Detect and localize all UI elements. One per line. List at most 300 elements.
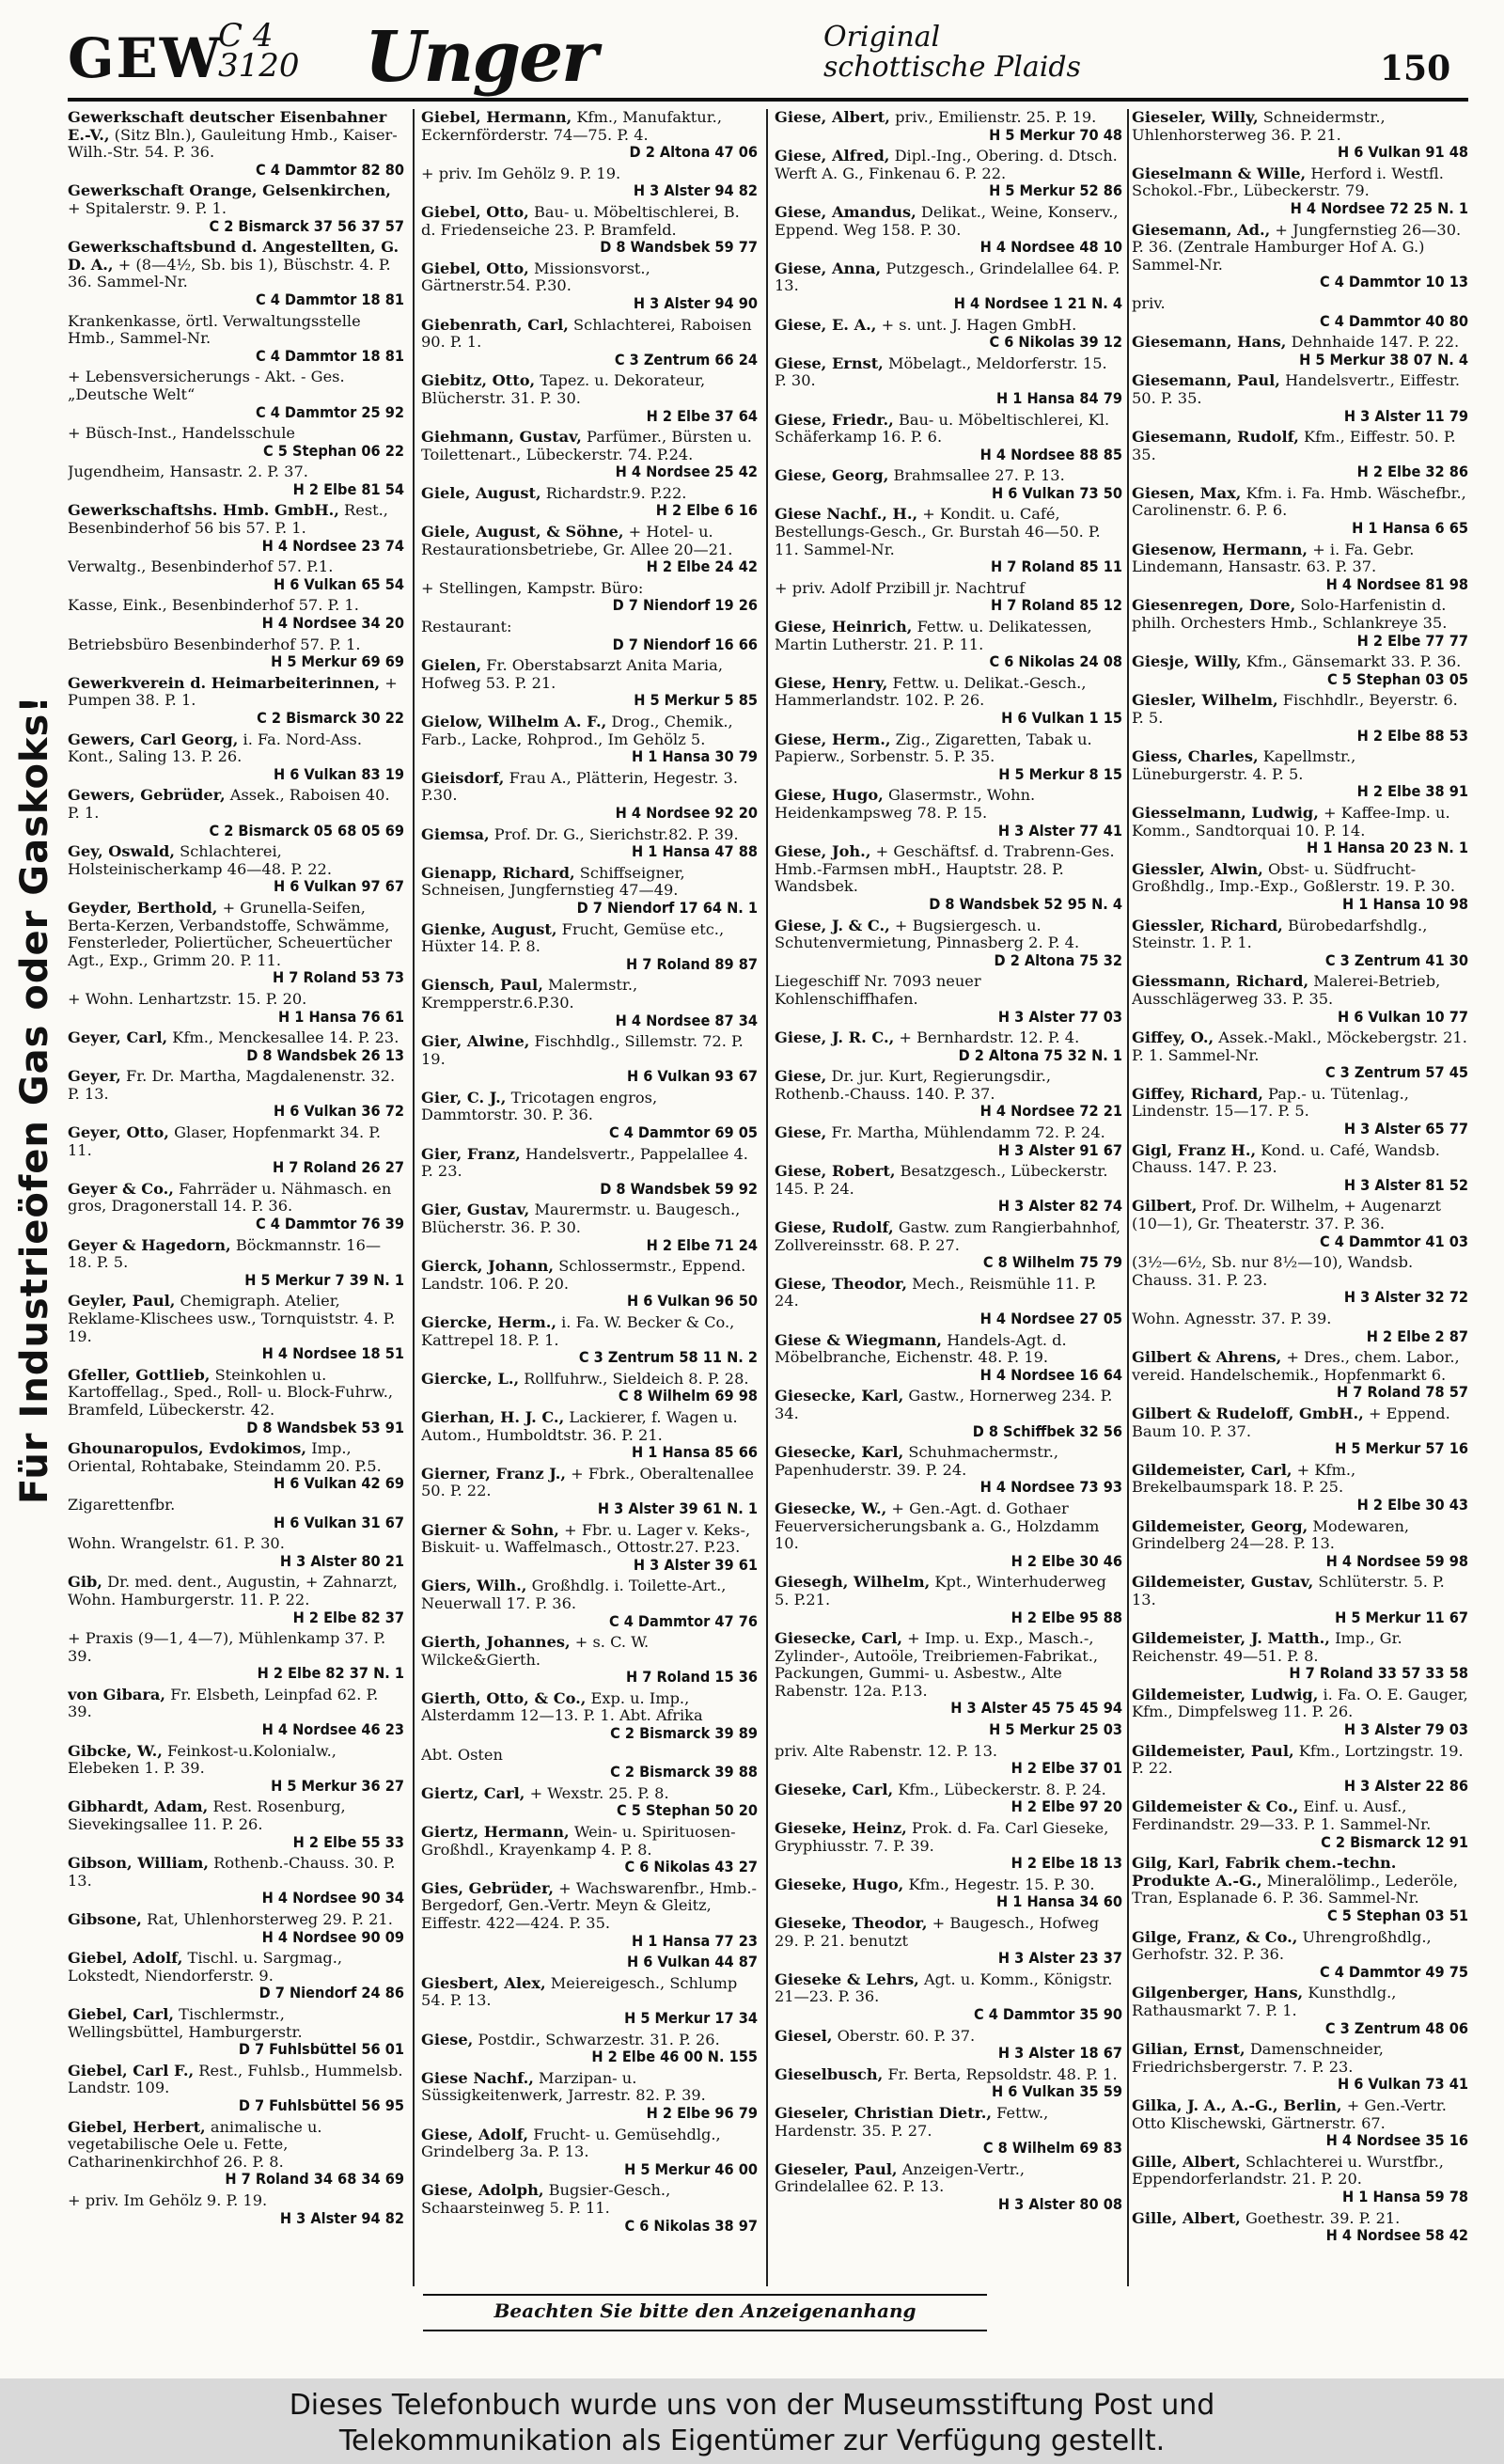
listing-entry (775, 731, 1122, 784)
listing-name: Giese Nachf., H., (775, 505, 918, 524)
listing-name: Giessler, Alwin, (1132, 859, 1263, 878)
listing-details: Kpt., Winterhuderweg 5. P.21. (775, 1573, 1106, 1609)
phone-number: H 6 Vulkan 96 50 (626, 1292, 758, 1310)
listing-details: Meiereigesch., Schlump 54. P. 13. (421, 1973, 738, 2010)
listing-details: + Fbr. u. Lager v. Keks-, Biskuit- u. Waffelmasch., Ottostr.27. P.23. (421, 1520, 751, 1557)
listing-details: Kfm., Lübeckerstr. 8. P. 24. (898, 1780, 1106, 1798)
listing-name: Gilbert, (1132, 1197, 1198, 1216)
phone-number: H 2 Elbe 71 24 (646, 1235, 758, 1254)
listing-entry (68, 787, 404, 840)
listing-name: Gierner, Franz J., (421, 1464, 566, 1483)
listing-entry (68, 1855, 404, 1907)
listing-entry (1132, 748, 1468, 801)
listing-details: Maurermstr. u. Baugesch., Blücherstr. 36. P. 30. (421, 1201, 741, 1237)
listing-details: i. Fa. W. Becker & Co., Kattrepel 18. P. 1. (421, 1313, 735, 1349)
listing-entry (421, 580, 758, 615)
listing-details: Prok. d. Fa. Carl Gieseke, Gryphiusstr. 7. P. 39. (775, 1819, 1109, 1855)
listing-entry (1132, 541, 1468, 594)
listing-entry (68, 1367, 404, 1436)
listing-name: Gieselbusch, (775, 2064, 884, 2083)
phone-number: H 7 Roland 15 36 (626, 1668, 758, 1687)
section-heading: GEW (68, 26, 223, 90)
listing-details: Bugsier-Gesch., Schaarsteinweg 5. P. 11. (421, 2181, 671, 2217)
listing-name: Giese, Alfred, (775, 147, 890, 165)
listing-details: + Gen.-Vertr. Otto Klischewski, Gärtnerstr. 67. (1132, 2095, 1447, 2132)
listing-name: Gilg, Karl, Fabrik chem.-techn. Produkte A.-G., (1132, 1854, 1397, 1890)
listing-entry (1132, 1798, 1468, 1851)
listing-details: Schlossermstr., Eppend. Landstr. 106. P. 20. (421, 1257, 746, 1293)
listing-details: + priv. Im Gehölz 9. P. 19. (68, 2190, 268, 2209)
listing-entry (775, 1029, 1122, 1064)
listing-details: Fr. Berta, Repsoldstr. 48. P. 1. (887, 2064, 1118, 2083)
listing-entry (421, 714, 758, 766)
listing-entry (775, 1388, 1122, 1440)
listing-name: Giesenow, Hermann, (1132, 540, 1308, 558)
listing-details: Rothenb.-Chauss. 30. P. 13. (68, 1854, 396, 1890)
listing-details: Handelsvertr., Pappelallee 4. P. 23. (421, 1144, 748, 1181)
listing-details: Schlachterei, Raboisen 90. P. 1. (421, 315, 752, 352)
listing-entry (421, 1258, 758, 1310)
listing-name: Gier, Franz, (421, 1144, 521, 1163)
listing-entry (1132, 485, 1468, 538)
listing-entry (68, 1798, 404, 1851)
listing-entry (68, 1181, 404, 1233)
listing-name: Giercke, Herm., (421, 1313, 556, 1331)
listing-entry (421, 1314, 758, 1367)
phone-number: H 4 Nordsee 27 05 (979, 1310, 1122, 1327)
listing-name: Geyer & Co., (68, 1179, 174, 1198)
phone-number: H 2 Elbe 95 88 (1010, 1608, 1122, 1626)
listing-name: Gewers, Gebrüder, (68, 786, 226, 805)
listing-entry (68, 675, 404, 728)
listing-details: + Kondit. u. Café, Bestellungs-Gesch., Gr. Burstah 46—50. P. 11. Sammel-Nr. (775, 505, 1101, 558)
listing-entry (775, 355, 1122, 408)
listing-entry (68, 2006, 404, 2059)
listing-details: + (8—4½, Sb. bis 1), Büschstr. 4. P. 36. Sammel-Nr. (68, 255, 391, 291)
listing-details: Bau- u. Möbeltischlerei, B. d. Friedenseiche 23. P. Bramfeld. (421, 202, 740, 239)
listing-name: Giese Nachf., (421, 2068, 534, 2087)
listing-details: Malerei-Betrieb, Ausschlägerweg 33. P. 35. (1132, 972, 1441, 1008)
listing-entry (1132, 1029, 1468, 1082)
listing-name: Gilka, J. A., A.-G., Berlin, (1132, 2095, 1342, 2114)
listing-entry (421, 865, 758, 918)
phone-number: H 2 Elbe 96 79 (646, 2103, 758, 2122)
listing-entry (1132, 1985, 1468, 2037)
phone-number: H 5 Merkur 57 16 (1335, 1439, 1468, 1458)
listing-entry (775, 1915, 1122, 1968)
listing-details: Putzgesch., Grindelallee 64. P. 13. (775, 259, 1120, 295)
listing-name: Gilbert & Rudeloff, GmbH., (1132, 1404, 1364, 1422)
listing-name: Giese, Joh., (775, 842, 871, 861)
listing-details: Jugendheim, Hansastr. 2. P. 37. (68, 463, 308, 481)
listing-details: Drog., Chemik., Farb., Lacke, Rohprod., Im Gehölz 5. (421, 713, 733, 748)
listing-details: Dipl.-Ing., Obering. d. Dtsch. Werft A. G., Finkenau 6. P. 22. (775, 147, 1118, 182)
phone-number: H 1 Hansa 6 65 (1352, 519, 1468, 538)
phone-number: H 1 Hansa 59 78 (1342, 2187, 1468, 2205)
phone-number: H 4 Nordsee 72 25 N. 1 (1290, 198, 1468, 217)
phone-number: D 7 Niendorf 19 26 (612, 596, 758, 615)
listing-name: Gieseke, Hugo, (775, 1875, 904, 1893)
listing-name: Gille, Albert, (1132, 2208, 1241, 2227)
listing-name: Gibsone, (68, 1910, 142, 1928)
listing-name: Gierth, Johannes, (421, 1633, 571, 1652)
listing-details: Glaser, Hopfenmarkt 34. P. 11. (68, 1123, 382, 1159)
listing-name: Gildemeister, Carl, (1132, 1460, 1292, 1479)
listing-entry (421, 1785, 758, 1820)
listing-entry (775, 1820, 1122, 1873)
listing-details: Fischhdlg., Sillemstr. 72. P. 19. (421, 1032, 744, 1068)
phone-number: H 7 Roland 89 87 (626, 954, 758, 973)
listing-entry (775, 580, 1122, 615)
listing-name: von Gibara, (68, 1685, 166, 1703)
listing-details: Wein- u. Spirituosen-Großhdl., Krayenkamp 4. P. 8. (421, 1823, 736, 1859)
listing-entry (1132, 2041, 1468, 2094)
listing-entry (1132, 2210, 1468, 2245)
phone-number: H 2 Elbe 18 13 (1010, 1854, 1122, 1873)
listing-name: Giese, (421, 2030, 474, 2048)
listing-details: Fettw. u. Delikat.-Gesch., Hammerlandstr. 102. P. 26. (775, 673, 1087, 710)
listing-entry (421, 485, 758, 520)
phone-number: H 2 Elbe 32 86 (1356, 463, 1468, 481)
listing-details: Krankenkasse, örtl. Verwaltungsstelle Hmb., Sammel-Nr. (68, 311, 361, 348)
listing-details: i. Fa. O. E. Gauger, Kfm., Dimpfelsweg 11. P. 26. (1132, 1685, 1468, 1721)
listing-details: Herford i. Westfl. Schokol.-Fbr., Lübeckerstr. 79. (1132, 164, 1444, 200)
phone-number: C 3 Zentrum 41 30 (1324, 950, 1468, 969)
phone-number: H 5 Merkur 7 39 N. 1 (244, 1270, 404, 1289)
phone-number: H 4 Nordsee 59 98 (1325, 1551, 1468, 1570)
phone-number: H 2 Elbe 37 01 (1010, 1759, 1122, 1778)
phone-number: D 8 Schiffbek 32 56 (972, 1421, 1122, 1440)
listing-name: Giebel, Carl F., (68, 2061, 195, 2079)
phone-number: H 6 Vulkan 31 67 (273, 1513, 404, 1531)
listing-entry (68, 463, 404, 498)
listing-entry (1132, 372, 1468, 425)
listing-details: Wohn. Wrangelstr. 61. P. 30. (68, 1534, 285, 1553)
listing-entry (775, 787, 1122, 840)
phone-number: C 4 Dammtor 47 76 (608, 1611, 758, 1630)
listing-name: Gildemeister, J. Matth., (1132, 1629, 1330, 1648)
phone-number: C 4 Dammtor 76 39 (255, 1215, 404, 1233)
phone-number: H 3 Alster 94 82 (633, 181, 758, 200)
listing-entry (421, 2032, 758, 2066)
listing-entry (1132, 973, 1468, 1026)
phone-number: H 5 Merkur 46 00 (624, 2159, 758, 2178)
listing-name: Giese, Albert, (775, 109, 890, 126)
listing-name: Giessler, Richard, (1132, 916, 1283, 934)
listing-name: Giesel, (775, 2026, 833, 2045)
listing-entry (1132, 1198, 1468, 1250)
listing-name: Giese, Ernst, (775, 353, 884, 372)
listing-entry (421, 2127, 758, 2179)
listing-entry (775, 918, 1122, 970)
side-advert: Für Industrieöfen Gas oder Gaskoks! (13, 695, 56, 1504)
listing-name: Gieisdorf, (421, 768, 505, 787)
phone-number: H 2 Elbe 38 91 (1356, 782, 1468, 801)
listing-entry (68, 182, 404, 235)
listing-entry (775, 260, 1122, 313)
listing-name: Giese, Rudolf, (775, 1218, 894, 1237)
phone-number: H 1 Hansa 84 79 (996, 388, 1122, 407)
listing-details: Frucht, Gemüse etc., Hüxter 14. P. 8. (421, 919, 725, 956)
listing-name: Gibson, William, (68, 1854, 209, 1873)
listing-name: Giese, Theodor, (775, 1274, 907, 1293)
listing-details: + s. C. W. Wilcke&Gierth. (421, 1633, 650, 1669)
listing-name: Giemsa, (421, 824, 490, 843)
listing-entry (68, 313, 404, 366)
phone-number: D 7 Niendorf 16 66 (612, 635, 758, 653)
phone-number: C 5 Stephan 50 20 (617, 1801, 758, 1820)
listing-entry (421, 657, 758, 710)
listing-entry (68, 2192, 404, 2227)
listing-entry (775, 1163, 1122, 1216)
listing-details: Kfm., Hegestr. 15. P. 30. (908, 1875, 1095, 1893)
listing-entry (421, 524, 758, 576)
phone-number: H 3 Alster 80 21 (279, 1551, 404, 1570)
listing-entry (1132, 1855, 1468, 1924)
listing-entry (775, 1876, 1122, 1911)
phone-number: H 3 Alster 65 77 (1343, 1120, 1468, 1138)
phone-number: H 5 Merkur 36 27 (271, 1776, 404, 1795)
listing-entry (421, 977, 758, 1029)
listing-entry (421, 1975, 758, 2028)
listing-entry (68, 1687, 404, 1739)
listing-details: Zig., Zigaretten, Tabak u. Papierw., Sorbenstr. 5. P. 35. (775, 730, 1092, 766)
listing-name: Giese & Wiegmann, (775, 1330, 943, 1349)
listing-details: Handelsvertr., Eiffestr. 50. P. 35. (1132, 371, 1461, 407)
listing-details: + Grunella-Seifen, Berta-Kerzen, Verbandstoffe, Schwämme, Fensterleder, Poliertücher, Scheuertücher Agt., Exp., Grimm 20. P. 11. (68, 898, 392, 969)
listing-entry (775, 317, 1122, 352)
listing-details: Mineralölimp., Lederöle, Tran, Esplanade 6. P. 36. Sammel-Nr. (1132, 1871, 1459, 1907)
listing-details: + Spitalerstr. 9. P. 1. (68, 198, 227, 217)
listing-entry (775, 1444, 1122, 1497)
listing-entry (68, 425, 404, 460)
phone-number: C 4 Dammtor 69 05 (608, 1123, 758, 1142)
listing-details: + Lebensversicherungs - Akt. - Ges. „Deutsche Welt“ (68, 368, 345, 403)
phone-number: H 4 Nordsee 92 20 (615, 803, 758, 822)
listing-details: + priv. Adolf Przibill jr. Nachtruf (775, 578, 1026, 597)
listing-name: Giesecke, Karl, (775, 1387, 904, 1405)
phone-number: C 8 Wilhelm 75 79 (982, 1253, 1122, 1272)
listing-entry (1132, 1086, 1468, 1138)
listing-entry (68, 597, 404, 632)
footer-rule (423, 2294, 987, 2296)
phone-number: H 3 Alster 81 52 (1343, 1175, 1468, 1194)
listing-name: Gieseke, Carl, (775, 1780, 894, 1798)
listing-entry (1132, 1687, 1468, 1739)
phone-number: H 5 Merkur 25 03 (989, 1720, 1122, 1739)
phone-number: H 3 Alster 82 74 (997, 1197, 1122, 1216)
listing-details: Rest., Besenbinderhof 56 bis 57. P. 1. (68, 501, 388, 538)
listing-entry (421, 1409, 758, 1462)
listing-entry (775, 2066, 1122, 2101)
listing-name: Gieselmann & Wille, (1132, 164, 1307, 182)
listing-name: Giesje, Willy, (1132, 652, 1242, 671)
listing-details: Schiffseigner, Schneisen, Jungfernstieg 47—49. (421, 863, 685, 900)
listing-entry (421, 1690, 758, 1743)
listing-name: Gfeller, Gottlieb, (68, 1365, 211, 1384)
phone-number: H 2 Elbe 2 87 (1366, 1326, 1468, 1345)
listing-name: Geyer, Carl, (68, 1028, 168, 1047)
listing-entry (775, 1743, 1122, 1778)
phone-number: H 5 Merkur 69 69 (271, 652, 404, 671)
listing-details: Einf. u. Ausf., Ferdinandstr. 29—33. P. 1. Sammel-Nr. (1132, 1797, 1432, 1834)
phone-number: H 4 Nordsee 1 21 N. 4 (953, 293, 1122, 312)
listing-name: Gier, Alwine, (421, 1032, 530, 1051)
listing-entry (68, 1743, 404, 1796)
phone-number: C 8 Wilhelm 69 98 (618, 1387, 758, 1405)
listing-name: Geyer & Hagedorn, (68, 1235, 231, 1254)
listing-entry (775, 1124, 1122, 1159)
listing-entry (421, 1201, 758, 1254)
listing-entry (1132, 2097, 1468, 2150)
listing-name: Gewerkschaft Orange, Gelsenkirchen, (68, 181, 391, 200)
listing-entry (421, 1466, 758, 1518)
listing-entry (421, 260, 758, 313)
phone-number: H 4 Nordsee 48 10 (979, 238, 1122, 257)
listing-name: Giers, Wilh., (421, 1577, 527, 1595)
phone-number: H 2 Elbe 24 42 (646, 557, 758, 576)
listing-details: Dr. jur. Kurt, Regierungsdir., Rothenb.-Chauss. 140. P. 37. (775, 1067, 1052, 1103)
listing-name: Gewers, Carl Georg, (68, 730, 239, 748)
listing-details: Fr. Dr. Martha, Magdalenenstr. 32. P. 13. (68, 1067, 396, 1103)
listing-entry (775, 1721, 1122, 1739)
column-4 (1132, 109, 1468, 2286)
phone-number: H 1 Hansa 34 60 (996, 1892, 1122, 1911)
phone-number: H 6 Vulkan 91 48 (1337, 143, 1468, 162)
listing-entry (775, 204, 1122, 257)
listing-name: Giese, Robert, (775, 1162, 896, 1181)
listing-name: Gewerkschaftshs. Hmb. GmbH., (68, 501, 339, 520)
phone-number: H 3 Alster 22 86 (1343, 1776, 1468, 1795)
listing-name: Giele, August, & Söhne, (421, 523, 624, 541)
listing-name: Gille, Albert, (1132, 2152, 1241, 2171)
listing-details: Prof. Dr. G., Sierichstr.82. P. 39. (494, 824, 739, 843)
listing-details: Schlachterei u. Wurstfbr., Eppendorferlandstr. 21. P. 20. (1132, 2152, 1444, 2189)
listing-entry (68, 900, 404, 987)
column-divider (1127, 109, 1129, 2286)
listing-name: Giesemann, Paul, (1132, 371, 1280, 390)
listing-entry (421, 1090, 758, 1142)
phone-number: H 1 Hansa 77 23 (632, 1931, 758, 1950)
listing-entry (421, 165, 758, 200)
listing-entry (1132, 429, 1468, 481)
listing-details: (3½—6½, Sb. nur 8½—10), Wandsb. Chauss. 31. P. 23. (1132, 1253, 1414, 1289)
phone-number: C 6 Nikolas 24 08 (989, 652, 1122, 671)
phone-number: H 6 Vulkan 73 50 (991, 483, 1122, 502)
listing-details: Delikat., Weine, Konserv., Eppend. Weg 158. P. 30. (775, 202, 1119, 239)
listing-entry (68, 2119, 404, 2189)
listing-name: Gier, Gustav, (421, 1201, 530, 1219)
listing-name: Geyer, (68, 1067, 121, 1086)
phone-number: C 4 Dammtor 49 75 (1319, 1962, 1468, 1981)
column-divider (766, 109, 768, 2286)
listing-name: Giese, Amandus, (775, 202, 916, 221)
listing-entry (775, 467, 1122, 502)
phone-number: H 2 Elbe 97 20 (1010, 1797, 1122, 1816)
listing-name: Giese, Herm., (775, 730, 891, 748)
listing-details: Rest., Fuhlsb., Hummelsb. Landstr. 109. (68, 2061, 403, 2097)
listing-name: Gibhardt, Adam, (68, 1797, 209, 1816)
listing-entry (775, 1068, 1122, 1121)
listing-entry (68, 1574, 404, 1626)
listing-details: i. Fa. Nord-Ass. Kont., Saling 13. P. 26. (68, 730, 362, 766)
listing-details: Fettw., Hardenstr. 35. P. 27. (775, 2103, 1049, 2140)
listing-name: Giese, Heinrich, (775, 618, 913, 636)
listing-entry (775, 412, 1122, 464)
phone-number: C 5 Stephan 03 51 (1327, 1907, 1468, 1924)
listing-name: Gierner & Sohn, (421, 1520, 559, 1539)
phone-number: H 6 Vulkan 73 41 (1337, 2075, 1468, 2094)
phone-number: H 3 Alster 94 90 (633, 293, 758, 312)
listing-name: Gieseler, Paul, (775, 2159, 898, 2178)
listing-details: + Dres., chem. Labor., vereid. Handelschemik., Hopfenmarkt 6. (1132, 1348, 1460, 1384)
listing-details: Frucht- u. Gemüsehdlg., Grindelberg 3a. P. 13. (421, 2125, 721, 2161)
brand-subtitle: Original schottische Plaids (823, 21, 1081, 84)
listing-details: + Pumpen 38. P. 1. (68, 673, 398, 710)
phone-number: H 4 Nordsee 58 42 (1325, 2226, 1468, 2245)
listing-name: Giehmann, Gustav, (421, 428, 582, 447)
listing-name: Giebel, Hermann, (421, 109, 572, 126)
listing-details: Dehnhaide 147. P. 22. (1291, 333, 1460, 352)
listing-details: Steinkohlen u. Kartoffellag., Sped., Roll- u. Block-Fuhrw., Bramfeld, Lübeckerstr. 42. (68, 1365, 393, 1419)
page-number: 150 (1380, 49, 1451, 88)
listing-name: Giesbert, Alex, (421, 1973, 546, 1992)
listing-entry (775, 1219, 1122, 1272)
listing-name: Giesemann, Rudolf, (1132, 428, 1299, 447)
listing-name: Giffey, Richard, (1132, 1084, 1263, 1103)
listing-name: Giesen, Max, (1132, 483, 1242, 502)
listing-entry (68, 843, 404, 896)
listing-details: Dr. med. dent., Augustin, + Zahnarzt, Wohn. Hamburgerstr. 11. P. 22. (68, 1573, 398, 1609)
listing-details: (Sitz Bln.), Gauleitung Hmb., Kaiser-Wilh.-Str. 54. P. 36. (68, 125, 398, 162)
listing-details: Abt. Osten (421, 1745, 503, 1764)
listing-name: Giertz, Carl, (421, 1783, 525, 1802)
phone-number: H 2 Elbe 82 37 (292, 1608, 404, 1626)
phone-number: D 8 Wandsbek 59 77 (600, 238, 758, 257)
listing-entry (421, 1747, 758, 1781)
phone-number: D 8 Wandsbek 53 91 (246, 1418, 404, 1436)
listing-name: Gienapp, Richard, (421, 863, 575, 882)
listing-name: Gienke, August, (421, 919, 557, 938)
listing-details: priv. Alte Rabenstr. 12. P. 13. (775, 1741, 998, 1760)
header-reference: C 4 3120 (218, 17, 300, 85)
phone-number: H 4 Nordsee 25 42 (615, 463, 758, 481)
phone-number: H 3 Alster 94 82 (279, 2208, 404, 2227)
listing-details: + Stellingen, Kampstr. Büro: (421, 578, 644, 597)
phone-number: C 6 Nikolas 43 27 (624, 1858, 758, 1876)
phone-number: H 5 Merkur 5 85 (634, 691, 758, 710)
listing-entry (68, 1630, 404, 1683)
listing-entry (421, 429, 758, 481)
listing-name: Giebitz, Otto, (421, 371, 536, 390)
listing-entry (68, 1950, 404, 2002)
phone-number: H 1 Hansa 76 61 (278, 1007, 404, 1026)
listing-details: + Fbrk., Oberaltenallee 50. P. 22. (421, 1464, 754, 1500)
phone-number: H 4 Nordsee 34 20 (261, 614, 404, 633)
listing-details: + Praxis (9—1, 4—7), Mühlenkamp 37. P. 39. (68, 1629, 386, 1665)
listing-details: Oberstr. 60. P. 37. (837, 2026, 976, 2045)
credit-text (0, 2388, 1504, 2459)
phone-number: H 6 Vulkan 36 72 (273, 1102, 404, 1121)
listing-details: Tischlermstr., Wellingsbüttel, Hamburgerstr. (68, 2004, 303, 2041)
phone-number: H 1 Hansa 20 23 N. 1 (1307, 839, 1468, 857)
listing-entry (421, 826, 758, 861)
phone-number: D 2 Altona 47 06 (629, 143, 758, 162)
listing-details: Gastw., Hornerweg 234. P. 34. (775, 1387, 1113, 1422)
listing-name: Giese, J. R. C., (775, 1028, 895, 1047)
listing-entry (1132, 1518, 1468, 1571)
listing-details: Fr. Martha, Mühlendamm 72. P. 24. (831, 1123, 1105, 1142)
